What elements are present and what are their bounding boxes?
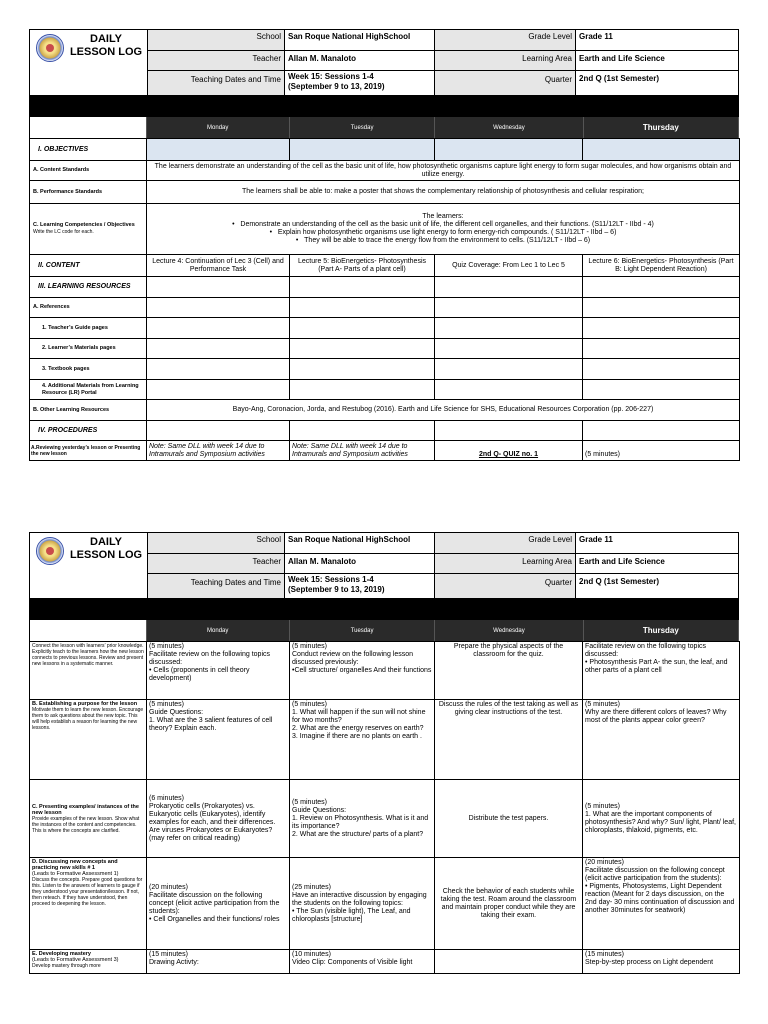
references-label: A. References xyxy=(30,298,147,318)
mastery-thursday: (15 minutes) Step-by-step process on Light dependent xyxy=(583,950,740,974)
connect-wednesday: Prepare the physical aspects of the classroom for the quiz. xyxy=(435,642,583,700)
content-wednesday: Quiz Coverage: From Lec 1 to Lec 5 xyxy=(435,255,583,277)
discussing-monday: (20 minutes) Facilitate discussion on the following concept (elicit active participation from the students): • Cell Organelles and their functions/ roles xyxy=(147,858,290,950)
quarter-label: Quarter xyxy=(435,71,575,95)
review-thursday: (5 minutes) xyxy=(583,441,740,461)
area-label: Learning Area xyxy=(435,51,575,70)
day-monday: Monday xyxy=(147,117,290,138)
lesson-log-page-1 xyxy=(29,29,739,461)
page2-header xyxy=(29,532,739,599)
connect-monday: (5 minutes) Facilitate review on the following topics discussed: • Cells (proponents in cell theory development) xyxy=(147,642,290,700)
black-bar xyxy=(29,599,739,620)
teacher-label: Teacher xyxy=(148,51,284,70)
day-thursday: Thursday xyxy=(584,620,739,641)
lesson-table-1 xyxy=(29,138,740,461)
textbook-label: 3. Textbook pages xyxy=(30,359,147,380)
connect-thursday: Facilitate review on the following topics discussed: • Photosynthesis Part A- the sun, the leaf, and other parts of a plant cell xyxy=(583,642,740,700)
quarter-label: Quarter xyxy=(435,574,575,598)
deped-seal-icon xyxy=(36,537,64,565)
review-wednesday: 2nd Q- QUIZ no. 1 xyxy=(435,441,583,461)
review-monday: Note: Same DLL with week 14 due to Intramurals and Symposium activities xyxy=(147,441,290,461)
competencies: The learners: • Demonstrate an understanding of the cell as the basic unit of life, the different cell organelles, and their functions. (S11/12LT - IIbd - 4) • Explain how photosynthetic organisms use light energy to form energy-rich compounds. ( S11/12LT - IIbd – 6) • They will be able to trace the energy flow from the environment to cells. (S11/12LT - IIbd – 6) xyxy=(147,204,740,255)
performance-standards-label: B. Performance Standards xyxy=(30,181,147,204)
examples-monday: (6 minutes) Prokaryotic cells (Prokaryotes) vs. Eukaryotic cells (Eukaryotes), identify examples for each, and their differences. Are viruses Prokaryotes or Eukaryotes? (may refer on critical reading) xyxy=(147,780,290,858)
discussing-label: D. Discussing new concepts and practicing new skills # 1 (Leads to Formative Assessment 1) Discuss the concepts. Prepare good questions for this. Listen to the answers of learners to gauge if they understood your presentation/lesson. If not, then reteach. If they have understood, then proceed to deepening the lesson. xyxy=(30,858,147,950)
day-wednesday: Wednesday xyxy=(435,117,583,138)
connect-tuesday: (5 minutes) Conduct review on the following lesson discussed previously: •Cell structure/ organelles And their functions xyxy=(290,642,435,700)
connect-lesson-label: Connect the lesson with learners’ prior knowledge. Explicitly teach to the learners how the new lesson connects to previous lessons. Review and present new lessons in a systematic manner. xyxy=(30,642,147,700)
dll-title: DAILY LESSON LOG xyxy=(69,536,143,561)
school-label: School xyxy=(148,30,284,50)
dll-title: DAILY LESSON LOG xyxy=(69,33,143,58)
dates-label: Teaching Dates and Time xyxy=(148,71,284,95)
learners-materials-label: 2. Learner’s Materials pages xyxy=(30,339,147,359)
discussing-tuesday: (25 minutes) Have an interactive discussion by engaging the students on the following topics: • The Sun (visible light), The Leaf, and chloroplasts [structure] xyxy=(290,858,435,950)
examples-thursday: (5 minutes) 1. What are the important components of photosynthesis? And why? Sun/ light, Plant/ leaf, chloroplasts, thlakoid, pigments, etc. xyxy=(583,780,740,858)
teacher-value: Allan M. Manaloto xyxy=(288,54,356,63)
purpose-thursday: (5 minutes) Why are there different colors of leaves? Why most of the plants appear color green? xyxy=(583,700,740,780)
grade-value: Grade 11 xyxy=(579,535,613,544)
purpose-tuesday: (5 minutes) 1. What will happen if the sun will not shine for two months? 2. What are the energy reserves on earth? 3. Imagine if there are no plants on earth . xyxy=(290,700,435,780)
examples-label: C. Presenting examples/ instances of the new lesson Provide examples of the new lesson. Show what the instances of the content and competencies. This is where the concepts are clarified. xyxy=(30,780,147,858)
content-standards-label: A. Content Standards xyxy=(30,161,147,181)
discussing-wednesday: Check the behavior of each students while taking the test. Roam around the classroom and maintain proper conduct while they are taking their exam. xyxy=(435,858,583,950)
school-label: School xyxy=(148,533,284,553)
day-header-row xyxy=(29,117,739,138)
day-header-row xyxy=(29,620,739,641)
day-wednesday: Wednesday xyxy=(435,620,583,641)
grade-value: Grade 11 xyxy=(579,32,613,41)
quarter-value: 2nd Q (1st Semester) xyxy=(579,74,660,83)
dates-value: Week 15: Sessions 1-4 (September 9 to 13, 2019) xyxy=(288,72,385,91)
mastery-label: E. Developing mastery (Leads to Formative Assessment 3) Develop mastery through more xyxy=(30,950,147,974)
school-value: San Roque National HighSchool xyxy=(288,535,411,544)
content-monday: Lecture 4: Continuation of Lec 3 (Cell) and Performance Task xyxy=(147,255,290,277)
examples-wednesday: Distribute the test papers. xyxy=(435,780,583,858)
resources-heading: III. LEARNING RESOURCES xyxy=(30,277,147,298)
purpose-wednesday: Discuss the rules of the test taking as well as giving clear instructions of the test. xyxy=(435,700,583,780)
quarter-value: 2nd Q (1st Semester) xyxy=(579,577,660,586)
reviewing-label: A.Reviewing yesterday’s lesson or Presenting the new lesson xyxy=(30,441,147,461)
procedures-heading: IV. PROCEDURES xyxy=(30,421,147,441)
content-standards: The learners demonstrate an understanding of the cell as the basic unit of life, how photosynthetic organisms capture light energy to form sugar molecules, and how organisms obtain and utilize energy. xyxy=(147,161,740,181)
competencies-label: C. Learning Competencies / Objectives Write the LC code for each. xyxy=(30,204,147,255)
teacher-label: Teacher xyxy=(148,554,284,573)
mastery-monday: (15 minutes) Drawing Activty: xyxy=(147,950,290,974)
mastery-wednesday xyxy=(435,950,583,974)
other-resources: Bayo-Ang, Coronacion, Jorda, and Restubog (2016). Earth and Life Science for SHS, Educational Resources Corporation (pp. 206-227) xyxy=(147,400,740,421)
area-value: Earth and Life Science xyxy=(579,557,665,566)
grade-label: Grade Level xyxy=(435,533,575,553)
additional-materials-label: 4. Additional Materials from Learning Resource (LR) Portal xyxy=(30,380,147,400)
discussing-thursday: (20 minutes) Facilitate discussion on the following concept (elicit active participation from the students): • Pigments, Photosystems, Light Dependent reaction (Meant for 2 days discussion, on the 2nd day- 30 mins continuation of discussion and another 30minutes for seatwork) xyxy=(583,858,740,950)
mastery-tuesday: (10 minutes) Video Clip: Components of Visible light xyxy=(290,950,435,974)
performance-standards: The learners shall be able to: make a poster that shows the complementary relationship of photosynthesis and cellular respiration; xyxy=(147,181,740,204)
teachers-guide-label: 1. Teacher’s Guide pages xyxy=(30,318,147,339)
lesson-table-2 xyxy=(29,641,740,974)
other-resources-label: B. Other Learning Resources xyxy=(30,400,147,421)
examples-tuesday: (5 minutes) Guide Questions: 1. Review on Photosynthesis. What is it and its importance? 2. What are the structure/ parts of a plant? xyxy=(290,780,435,858)
grade-label: Grade Level xyxy=(435,30,575,50)
review-tuesday: Note: Same DLL with week 14 due to Intramurals and Symposium activities xyxy=(290,441,435,461)
purpose-label: B. Establishing a purpose for the lesson Motivate them to learn the new lesson. Encourage them to ask questions about the new topic. This will help establish a reason for learning the new lessons. xyxy=(30,700,147,780)
black-bar xyxy=(29,96,739,117)
area-label: Learning Area xyxy=(435,554,575,573)
dates-label: Teaching Dates and Time xyxy=(148,574,284,598)
content-thursday: Lecture 6: BioEnergetics- Photosynthesis (Part B: Light Dependent Reaction) xyxy=(583,255,740,277)
day-tuesday: Tuesday xyxy=(290,117,435,138)
dates-value: Week 15: Sessions 1-4 (September 9 to 13, 2019) xyxy=(288,575,385,594)
page1-header xyxy=(29,29,739,96)
day-thursday: Thursday xyxy=(584,117,739,138)
lesson-log-page-2 xyxy=(29,532,739,974)
content-heading: II. CONTENT xyxy=(30,255,147,277)
objectives-heading: I. OBJECTIVES xyxy=(30,139,147,161)
purpose-monday: (5 minutes) Guide Questions: 1. What are the 3 salient features of cell theory? Explain each. xyxy=(147,700,290,780)
day-tuesday: Tuesday xyxy=(290,620,435,641)
school-value: San Roque National HighSchool xyxy=(288,32,411,41)
area-value: Earth and Life Science xyxy=(579,54,665,63)
day-monday: Monday xyxy=(147,620,290,641)
deped-seal-icon xyxy=(36,34,64,62)
teacher-value: Allan M. Manaloto xyxy=(288,557,356,566)
content-tuesday: Lecture 5: BioEnergetics- Photosynthesis (Part A- Parts of a plant cell) xyxy=(290,255,435,277)
